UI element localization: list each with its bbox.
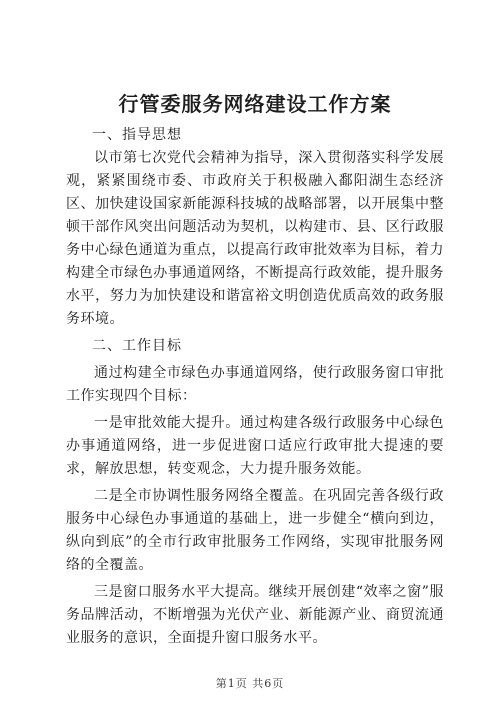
paragraph-goal-two: 二是全市协调性服务网络全覆盖。在巩固完善各级行政服务中心绿色办事通道的基础上，进一步健全“横向到边，纵向到底”的全市行政审批服务工作网络，实现审批服务网络的全覆盖。 (66, 488, 444, 573)
page-footer: 第1页 共6页 (215, 677, 285, 690)
paragraph-goal-three: 三是窗口服务水平大提高。继续开展创建“效率之窗”服务品牌活动，不断增强为光伏产业、新能源产业、商贸流通业服务的意识，全面提升窗口服务水平。 (66, 584, 444, 646)
paragraph-goal-one: 一是审批效能大提升。通过构建各级行政服务中心绿色办事通道网络，进一步促进窗口适应行政审批大提速的要求，解放思想，转变观念，大力提升服务效能。 (66, 415, 444, 477)
paragraph-guiding-ideology: 以市第七次党代会精神为指导，深入贯彻落实科学发展观，紧紧围绕市委、市政府关于积极融入鄱阳湖生态经济区、加快建设国家新能源科技城的战略部署，以开展集中整顿干部作风突出问题活动为契机，以构建市、县、区行政服务中心绿色通道为重点，以提高行政审批效率为目标，着力构建全市绿色办事通道网络，不断提高行政效能，提升服务水平，努力为加快建设和谐富裕文明创造优质高效的政务服务环境。 (66, 150, 444, 327)
paragraph-goals-intro: 通过构建全市绿色办事通道网络，使行政服务窗口审批工作实现四个目标： (66, 365, 444, 404)
document-title: 行管委服务网络建设工作方案 (118, 92, 392, 116)
section-heading-guiding-ideology: 一、指导思想 (92, 127, 182, 143)
section-heading-work-goals: 二、工作目标 (92, 338, 182, 354)
